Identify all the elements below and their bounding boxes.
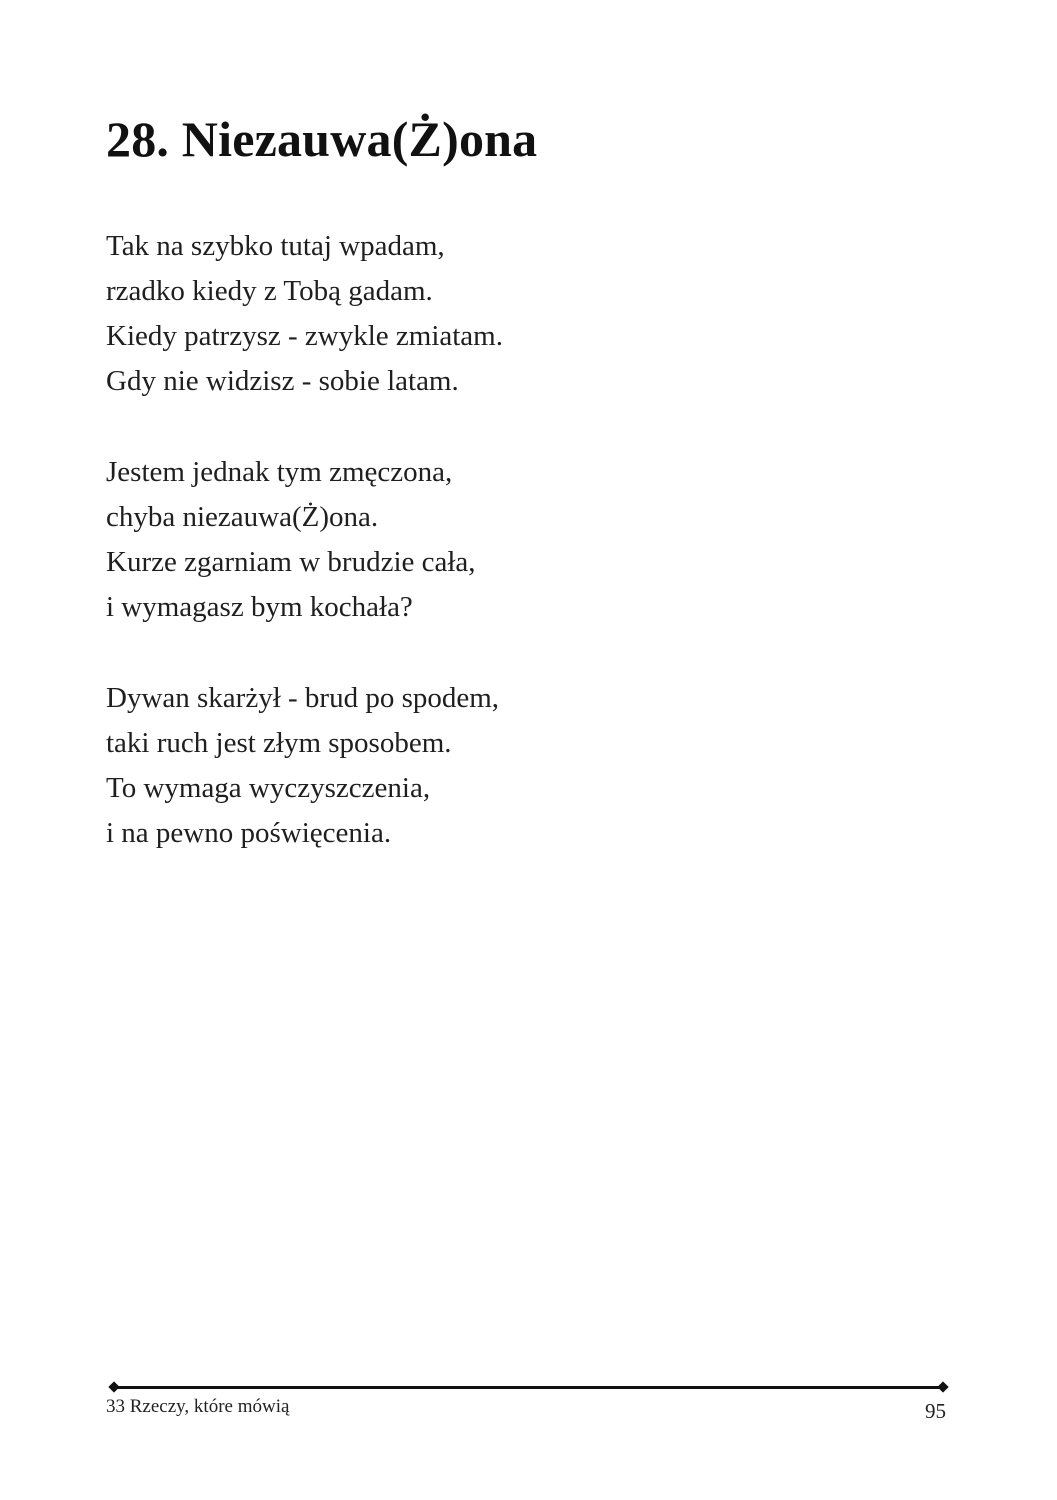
poem-line: Jestem jednak tym zmęczona, — [106, 456, 453, 488]
stanza-2 — [106, 450, 806, 630]
poem-line: Tak na szybko tutaj wpadam, — [106, 230, 445, 262]
poem-line: Kurze zgarniam w brudzie cała, — [106, 546, 476, 578]
footer-page-number: 95 — [925, 1399, 946, 1423]
poem-line: i na pewno poświęcenia. — [106, 817, 392, 849]
stanza-1 — [106, 224, 806, 404]
footer-book-title: 33 Rzeczy, które mówią — [106, 1396, 290, 1417]
footer-divider — [114, 1386, 944, 1389]
divider-end-ornament — [937, 1381, 948, 1392]
poem-line: Dywan skarżył - brud po spodem, — [106, 682, 500, 714]
poem-line: rzadko kiedy z Tobą gadam. — [106, 275, 433, 307]
poem-body — [106, 224, 806, 902]
stanza-3 — [106, 676, 806, 856]
poem-line: chyba niezauwa(Ż)ona. — [106, 501, 379, 533]
poem-line: i wymagasz bym kochała? — [106, 591, 413, 623]
poem-title: 28. Niezauwa(Ż)ona — [106, 111, 538, 167]
poem-line: Kiedy patrzysz - zwykle zmiatam. — [106, 320, 503, 352]
divider-end-ornament — [108, 1381, 119, 1392]
poem-line: taki ruch jest złym sposobem. — [106, 727, 452, 759]
poem-line: To wymaga wyczyszczenia, — [106, 772, 431, 804]
poem-line: Gdy nie widzisz - sobie latam. — [106, 365, 459, 397]
